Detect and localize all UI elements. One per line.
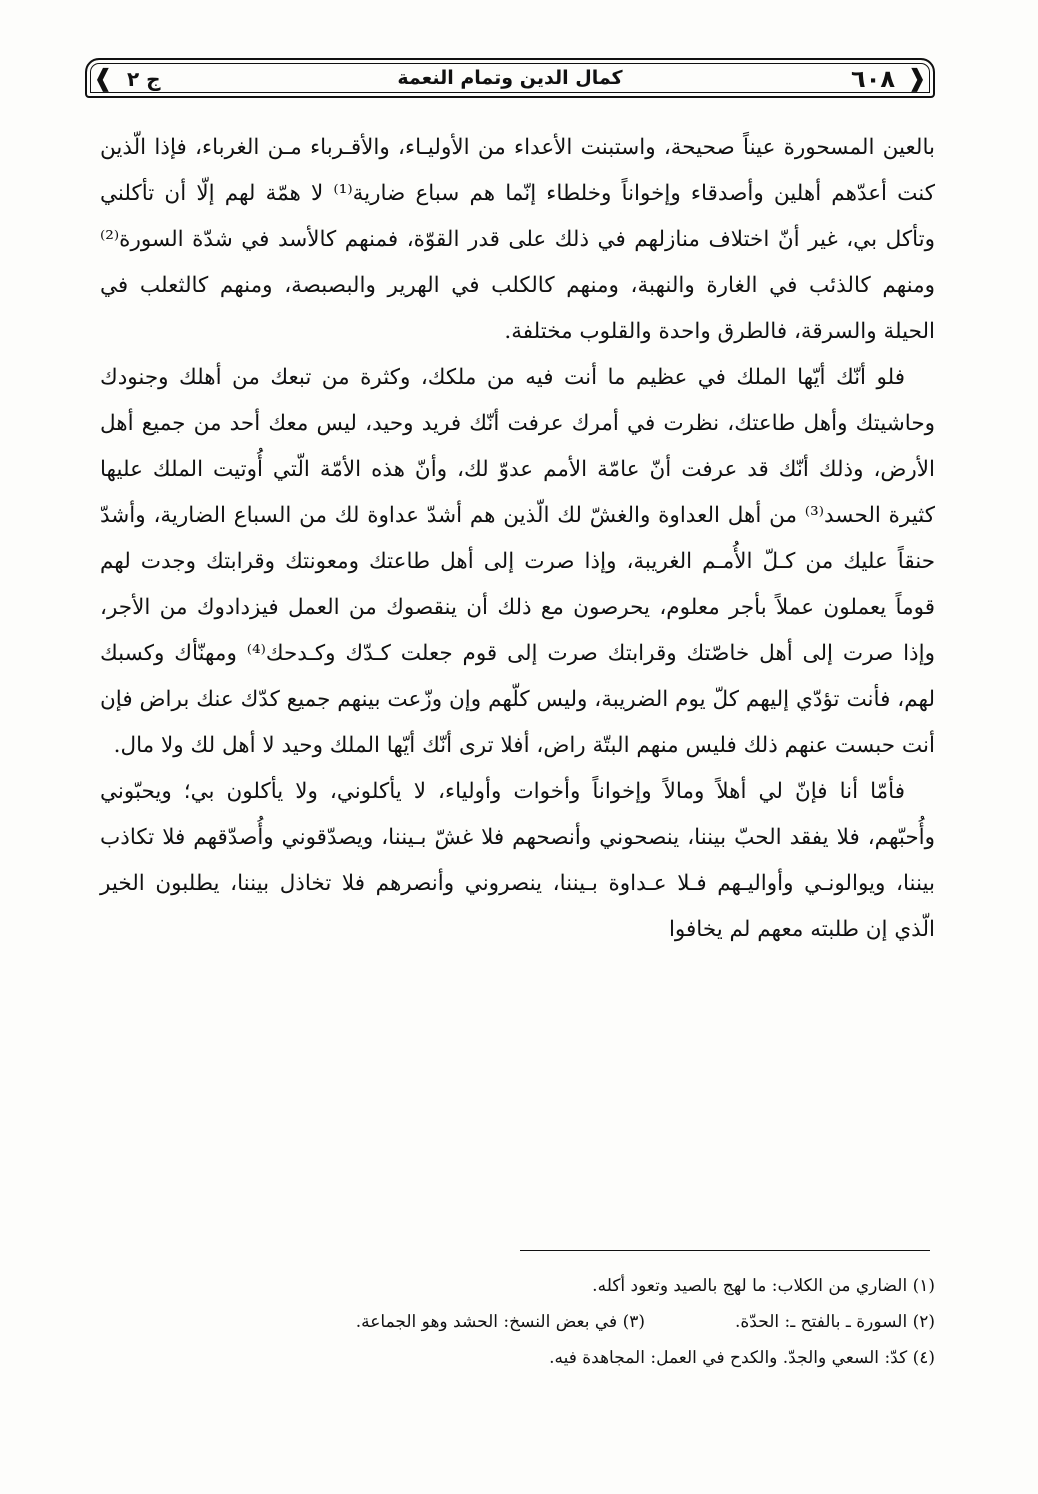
ornament-right-icon: ❰ bbox=[906, 64, 927, 92]
footnote-2: (٢) السورة ـ بالفتح ـ: الحدّة. bbox=[735, 1312, 935, 1332]
paragraph-2: فلو أنّك أيّها الملك في عظيم ما أنت فيه من ملكك، وكثرة من تبعك من أهلك وجنودك وحاشيتك وأهل طاعتك، نظرت في أمرك عرفت أنّك فريد وحيد، ليس معك أحد من جميع أهل الأرض، وذلك أنّك قد عرفت أنّ عامّة الأمم عدوّ لك، وأنّ هذه الأمّة الّتي أُوتيت الملك عليها كثيرة الحسد⁽³⁾ من أهل العداوة والغشّ لك الّذين هم أشدّ عداوة لك من السباع الضارية، وأشدّ حنقاً عليك من كـلّ الأُمـم الغريبة، وإذا صرت إلى أهل طاعتك ومعونتك وقرابتك وجدت لهم قوماً يعملون عملاً بأجر معلوم، يحرصون مع ذلك أن ينقصوك من العمل فيزدادوك من الأجر، وإذا صرت إلى أهل خاصّتك وقرابتك صرت إلى قوم جعلت كـدّك وكـدحك⁽⁴⁾ ومهنّأك وكسبك لهم، فأنت تؤدّي إليهم كلّ يوم الضريبة، وليس كلّهم وإن وزّعت بينهم جميع كدّك عنك براض فإن أنت حبست عنهم ذلك فليس منهم البتّة راض، أفلا ترى أنّك أيّها الملك وحيد لا أهل لك ولا مال. bbox=[100, 365, 935, 758]
page-number: ٦٠٨ bbox=[851, 65, 895, 93]
paragraph-1: بالعين المسحورة عيناً صحيحة، واستبنت الأعداء من الأوليـاء، والأقـرباء مـن الغرباء، فإذا الّذين كنت أعدّهم أهلين وأصدقاء وإخواناً وخلطاء إنّما هم سباع ضارية⁽¹⁾ لا همّة لهم إلّا أن تأكلني وتأكل بي، غير أنّ اختلاف منازلهم في ذلك على قدر القوّة، فمنهم كالأسد في شدّة السورة⁽²⁾ ومنهم كالذئب في الغارة والنهبة، ومنهم كالكلب في الهرير والبصبصة، ومنهم كالثعلب في الحيلة والسرقة، فالطرق واحدة والقلوب مختلفة. bbox=[100, 135, 936, 344]
paragraph-3: فأمّا أنا فإنّ لي أهلاً ومالاً وإخواناً وأخوات وأولياء، لا يأكلوني، ولا يأكلون بي؛ ويحبّوني وأُحبّهم، فلا يفقد الحبّ بيننا، ينصحوني وأنصحهم فلا غشّ بـيننا، ويصدّقوني وأُصدّقهم فلا تكاذب بيننا، ويوالونـي وأواليـهم فـلا عـداوة بـيننا، ينصروني وأنصرهم فلا تخاذل بيننا، يطلبون الخير الّذي إن طلبته معهم لم يخافوا bbox=[100, 779, 935, 942]
footnote-row bbox=[120, 1304, 935, 1340]
ornament-left-icon: ❱ bbox=[93, 64, 114, 92]
volume-label: ج ٢ bbox=[127, 67, 161, 91]
running-header bbox=[85, 58, 935, 98]
footnote-1: (١) الضاري من الكلاب: ما لهج بالصيد وتعود أكله. bbox=[592, 1276, 935, 1296]
book-title: كمال الدين وتمام النعمة bbox=[397, 67, 623, 89]
main-text bbox=[100, 125, 935, 953]
footnote-3: (٣) في بعض النسخ: الحشد وهو الجماعة. bbox=[355, 1312, 645, 1332]
footnote-divider bbox=[520, 1250, 930, 1251]
footnote-4: (٤) كدّ: السعي والجدّ. والكدح في العمل: المجاهدة فيه. bbox=[549, 1348, 935, 1368]
footnotes bbox=[120, 1268, 935, 1376]
